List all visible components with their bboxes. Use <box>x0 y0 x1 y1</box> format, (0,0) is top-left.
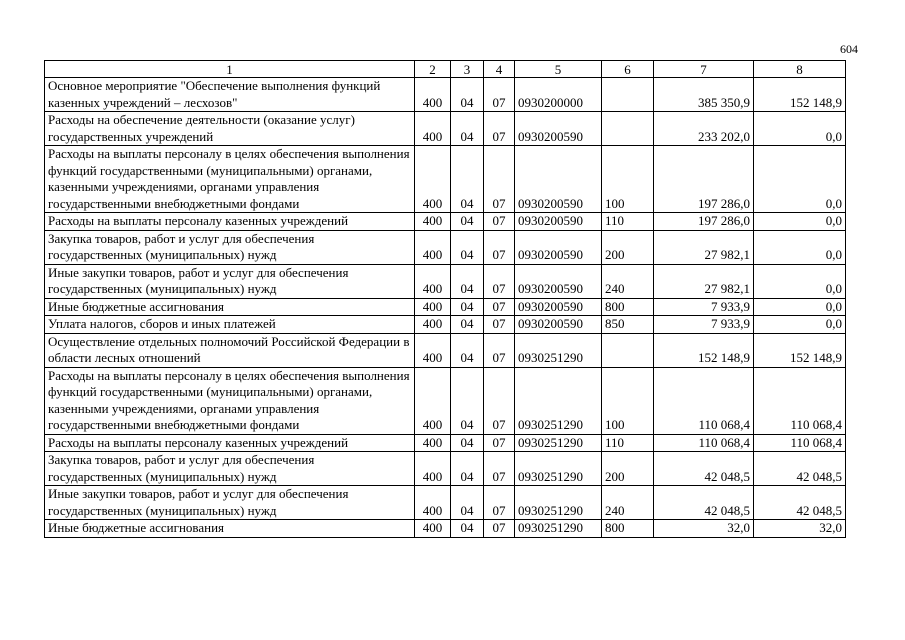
amount-total-cell: 32,0 <box>654 520 754 538</box>
amount-federal-cell: 0,0 <box>754 230 846 264</box>
ministry-code-cell: 400 <box>415 298 451 316</box>
row-name-cell: Расходы на выплаты персоналу казенных учреждений <box>45 213 415 231</box>
section-cell: 04 <box>451 230 484 264</box>
row-name-cell: Закупка товаров, работ и услуг для обеспечения государственных (муниципальных) нужд <box>45 230 415 264</box>
section-cell: 04 <box>451 316 484 334</box>
amount-federal-cell: 152 148,9 <box>754 78 846 112</box>
header-cell: 6 <box>602 61 654 78</box>
amount-total-cell: 197 286,0 <box>654 213 754 231</box>
amount-federal-cell: 0,0 <box>754 316 846 334</box>
target-article-cell: 0930200000 <box>515 78 602 112</box>
header-cell: 2 <box>415 61 451 78</box>
section-cell: 04 <box>451 213 484 231</box>
ministry-code-cell: 400 <box>415 146 451 213</box>
target-article-cell: 0930200590 <box>515 213 602 231</box>
target-article-cell: 0930200590 <box>515 146 602 213</box>
target-article-cell: 0930200590 <box>515 230 602 264</box>
expense-type-cell: 240 <box>602 486 654 520</box>
target-article-cell: 0930251290 <box>515 452 602 486</box>
amount-total-cell: 7 933,9 <box>654 316 754 334</box>
subsection-cell: 07 <box>484 316 515 334</box>
subsection-cell: 07 <box>484 486 515 520</box>
expense-type-cell: 100 <box>602 146 654 213</box>
expense-type-cell <box>602 112 654 146</box>
ministry-code-cell: 400 <box>415 78 451 112</box>
table-row <box>45 112 846 146</box>
amount-federal-cell: 152 148,9 <box>754 333 846 367</box>
header-cell: 3 <box>451 61 484 78</box>
section-cell: 04 <box>451 78 484 112</box>
row-name-cell: Расходы на обеспечение деятельности (оказание услуг) государственных учреждений <box>45 112 415 146</box>
expense-type-cell: 800 <box>602 298 654 316</box>
subsection-cell: 07 <box>484 264 515 298</box>
header-cell: 1 <box>45 61 415 78</box>
table-row <box>45 213 846 231</box>
row-name-cell: Осуществление отдельных полномочий Российской Федерации в области лесных отношений <box>45 333 415 367</box>
row-name-cell: Иные закупки товаров, работ и услуг для обеспечения государственных (муниципальных) нужд <box>45 264 415 298</box>
subsection-cell: 07 <box>484 112 515 146</box>
ministry-code-cell: 400 <box>415 213 451 231</box>
table-row <box>45 78 846 112</box>
budget-table <box>44 60 846 538</box>
amount-total-cell: 42 048,5 <box>654 486 754 520</box>
amount-federal-cell: 110 068,4 <box>754 434 846 452</box>
expense-type-cell: 200 <box>602 452 654 486</box>
table-row <box>45 434 846 452</box>
amount-federal-cell: 42 048,5 <box>754 452 846 486</box>
expense-type-cell: 100 <box>602 367 654 434</box>
section-cell: 04 <box>451 333 484 367</box>
row-name-cell: Расходы на выплаты персоналу казенных учреждений <box>45 434 415 452</box>
expense-type-cell <box>602 78 654 112</box>
ministry-code-cell: 400 <box>415 333 451 367</box>
subsection-cell: 07 <box>484 230 515 264</box>
section-cell: 04 <box>451 112 484 146</box>
subsection-cell: 07 <box>484 434 515 452</box>
target-article-cell: 0930251290 <box>515 486 602 520</box>
amount-total-cell: 197 286,0 <box>654 146 754 213</box>
table-row <box>45 367 846 434</box>
ministry-code-cell: 400 <box>415 316 451 334</box>
amount-federal-cell: 0,0 <box>754 112 846 146</box>
subsection-cell: 07 <box>484 452 515 486</box>
amount-total-cell: 385 350,9 <box>654 78 754 112</box>
subsection-cell: 07 <box>484 146 515 213</box>
amount-total-cell: 27 982,1 <box>654 264 754 298</box>
table-row <box>45 486 846 520</box>
section-cell: 04 <box>451 452 484 486</box>
header-cell: 8 <box>754 61 846 78</box>
amount-federal-cell: 0,0 <box>754 298 846 316</box>
expense-type-cell: 110 <box>602 213 654 231</box>
expense-type-cell: 110 <box>602 434 654 452</box>
section-cell: 04 <box>451 520 484 538</box>
amount-federal-cell: 0,0 <box>754 146 846 213</box>
section-cell: 04 <box>451 298 484 316</box>
table-row <box>45 520 846 538</box>
subsection-cell: 07 <box>484 213 515 231</box>
amount-total-cell: 110 068,4 <box>654 367 754 434</box>
amount-federal-cell: 0,0 <box>754 264 846 298</box>
target-article-cell: 0930251290 <box>515 367 602 434</box>
expense-type-cell: 850 <box>602 316 654 334</box>
header-cell: 7 <box>654 61 754 78</box>
expense-type-cell: 240 <box>602 264 654 298</box>
row-name-cell: Уплата налогов, сборов и иных платежей <box>45 316 415 334</box>
row-name-cell: Расходы на выплаты персоналу в целях обеспечения выполнения функций государственными (муниципальными) органами, казенными учреждениями, органами управления государственными внебюджетными фондами <box>45 146 415 213</box>
subsection-cell: 07 <box>484 78 515 112</box>
expense-type-cell: 800 <box>602 520 654 538</box>
amount-total-cell: 27 982,1 <box>654 230 754 264</box>
ministry-code-cell: 400 <box>415 486 451 520</box>
ministry-code-cell: 400 <box>415 520 451 538</box>
amount-total-cell: 42 048,5 <box>654 452 754 486</box>
table-row <box>45 452 846 486</box>
amount-federal-cell: 32,0 <box>754 520 846 538</box>
section-cell: 04 <box>451 146 484 213</box>
expense-type-cell <box>602 333 654 367</box>
header-row <box>45 61 846 78</box>
amount-total-cell: 233 202,0 <box>654 112 754 146</box>
amount-total-cell: 152 148,9 <box>654 333 754 367</box>
target-article-cell: 0930251290 <box>515 520 602 538</box>
subsection-cell: 07 <box>484 298 515 316</box>
target-article-cell: 0930200590 <box>515 316 602 334</box>
header-cell: 5 <box>515 61 602 78</box>
page-number: 604 <box>840 42 858 56</box>
amount-federal-cell: 110 068,4 <box>754 367 846 434</box>
table-row <box>45 264 846 298</box>
table-row <box>45 316 846 334</box>
section-cell: 04 <box>451 367 484 434</box>
amount-total-cell: 7 933,9 <box>654 298 754 316</box>
target-article-cell: 0930200590 <box>515 298 602 316</box>
row-name-cell: Расходы на выплаты персоналу в целях обеспечения выполнения функций государственными (муниципальными) органами, казенными учреждениями, органами управления государственными внебюджетными фондами <box>45 367 415 434</box>
table-row <box>45 230 846 264</box>
row-name-cell: Иные бюджетные ассигнования <box>45 520 415 538</box>
subsection-cell: 07 <box>484 367 515 434</box>
section-cell: 04 <box>451 264 484 298</box>
table-row <box>45 146 846 213</box>
target-article-cell: 0930200590 <box>515 264 602 298</box>
section-cell: 04 <box>451 486 484 520</box>
amount-federal-cell: 0,0 <box>754 213 846 231</box>
amount-federal-cell: 42 048,5 <box>754 486 846 520</box>
amount-total-cell: 110 068,4 <box>654 434 754 452</box>
ministry-code-cell: 400 <box>415 112 451 146</box>
target-article-cell: 0930200590 <box>515 112 602 146</box>
header-cell: 4 <box>484 61 515 78</box>
ministry-code-cell: 400 <box>415 264 451 298</box>
section-cell: 04 <box>451 434 484 452</box>
ministry-code-cell: 400 <box>415 367 451 434</box>
table-row <box>45 298 846 316</box>
table-row <box>45 333 846 367</box>
target-article-cell: 0930251290 <box>515 333 602 367</box>
row-name-cell: Закупка товаров, работ и услуг для обеспечения государственных (муниципальных) нужд <box>45 452 415 486</box>
row-name-cell: Иные закупки товаров, работ и услуг для обеспечения государственных (муниципальных) нужд <box>45 486 415 520</box>
row-name-cell: Основное мероприятие "Обеспечение выполнения функций казенных учреждений – лесхозов" <box>45 78 415 112</box>
ministry-code-cell: 400 <box>415 230 451 264</box>
subsection-cell: 07 <box>484 520 515 538</box>
row-name-cell: Иные бюджетные ассигнования <box>45 298 415 316</box>
expense-type-cell: 200 <box>602 230 654 264</box>
ministry-code-cell: 400 <box>415 452 451 486</box>
subsection-cell: 07 <box>484 333 515 367</box>
target-article-cell: 0930251290 <box>515 434 602 452</box>
ministry-code-cell: 400 <box>415 434 451 452</box>
